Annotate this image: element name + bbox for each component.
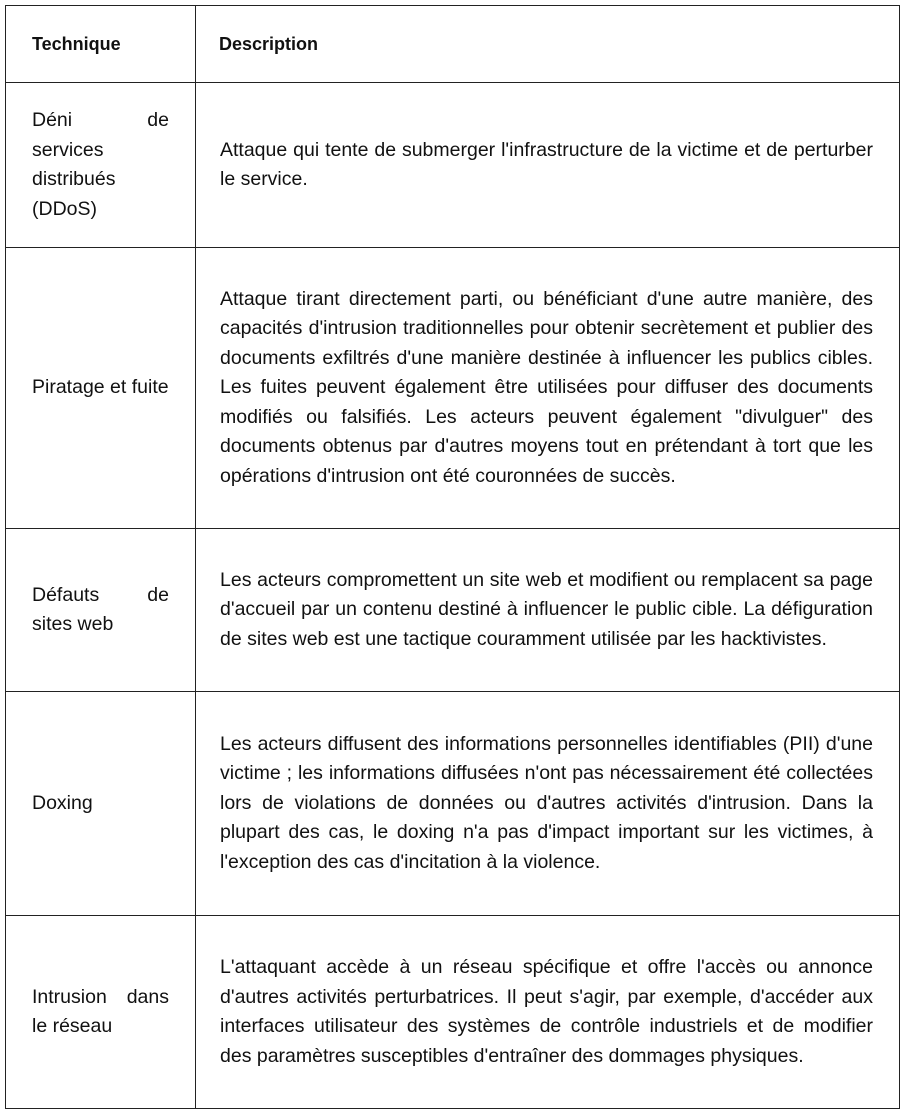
technique-cell: Intrusion dans le réseau xyxy=(6,916,196,1109)
header-description: Description xyxy=(196,6,900,83)
header-technique: Technique xyxy=(6,6,196,83)
description-cell: Attaque tirant directement parti, ou bénéficiant d'une autre manière, des capacités d'intrusion traditionnelles pour obtenir secrètement et publier des documents exfiltrés d'une manière destinée à influencer les publics cibles. Les fuites peuvent également être utilisées pour diffuser des documents modifiés ou falsifiés. Les acteurs peuvent également "divulguer" des documents obtenus par d'autres moyens tout en prétendant à tort que les opérations d'intrusion ont été couronnées de succès. xyxy=(196,248,900,529)
table-header-row xyxy=(6,6,900,83)
techniques-table xyxy=(5,5,900,1109)
table-row xyxy=(6,83,900,248)
technique-cell: Piratage et fuite xyxy=(6,248,196,529)
description-cell: Les acteurs compromettent un site web et modifient ou remplacent sa page d'accueil par un contenu destiné à influencer le public cible. La défiguration de sites web est une tactique couramment utilisée par les hacktivistes. xyxy=(196,529,900,692)
table-row xyxy=(6,529,900,692)
table-row xyxy=(6,916,900,1109)
description-cell: Les acteurs diffusent des informations personnelles identifiables (PII) d'une victime ; les informations diffusées n'ont pas nécessairement été collectées lors de violations de données ou d'autres activités d'intrusion. Dans la plupart des cas, le doxing n'a pas d'impact important sur les victimes, à l'exception des cas d'incitation à la violence. xyxy=(196,692,900,916)
technique-cell: Doxing xyxy=(6,692,196,916)
description-cell: Attaque qui tente de submerger l'infrastructure de la victime et de perturber le service. xyxy=(196,83,900,248)
table-row xyxy=(6,248,900,529)
table-row xyxy=(6,692,900,916)
technique-cell: Déni de services distribués (DDoS) xyxy=(6,83,196,248)
description-cell: L'attaquant accède à un réseau spécifique et offre l'accès ou annonce d'autres activités perturbatrices. Il peut s'agir, par exemple, d'accéder aux interfaces utilisateur des systèmes de contrôle industriels et de modifier des paramètres susceptibles d'entraîner des dommages physiques. xyxy=(196,916,900,1109)
technique-cell: Défauts de sites web xyxy=(6,529,196,692)
